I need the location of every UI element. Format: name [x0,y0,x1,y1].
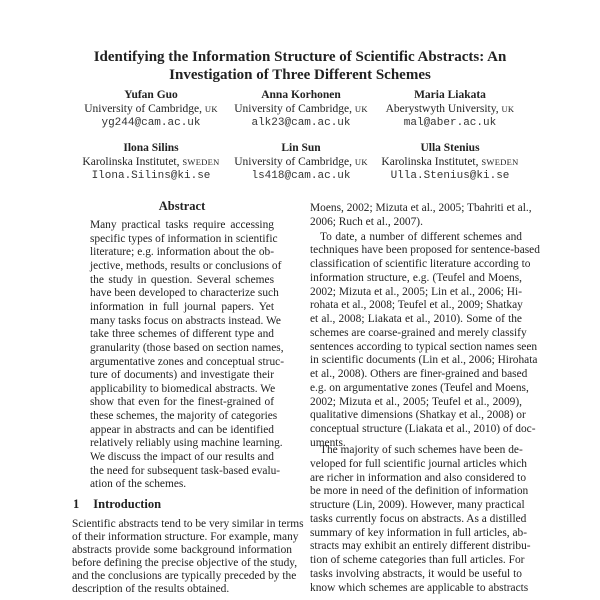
text-line: are richer in information and also considered to [310,471,527,484]
author-email[interactable]: Ilona.Silins@ki.se [91,170,211,182]
text-line: in scientific documents (Lin et al., 2006; Hirohata [310,354,538,367]
text-line: techniques have been proposed for sentence-based [310,244,540,257]
text-line: We discuss the impact of our results and [90,451,274,464]
author-name: Yufan Guo [124,89,178,101]
text-line: these schemes, the majority of categories [90,410,278,423]
text-line: description of the results obtained. [72,583,230,595]
text-line: appear in abstracts and can be identified [90,423,274,436]
author-email[interactable]: Ulla.Stenius@ki.se [390,170,510,182]
paper-title-line-1: Identifying the Information Structure of Scientific Abstracts: An [93,49,507,65]
text-line: structure (Lin, 2009). However, many practical [310,499,525,511]
text-line: specific types of information in scientific [90,232,278,245]
text-line: 2002; Mizuta et al., 2005; Lin et al., 2006; Hi- [310,285,522,298]
author-name: Maria Liakata [414,89,486,101]
author [71,88,231,130]
author-name: Anna Korhonen [261,89,341,101]
author [71,141,231,183]
author [221,141,381,183]
text-line: Scientific abstracts tend to be very similar in terms [72,518,304,530]
abstract-heading: Abstract [158,199,206,213]
text-line: 2002; Mizuta et al., 2005; Teufel et al., 2009), [310,395,522,408]
text-line: schemes are coarse-grained and merely classify [310,326,527,339]
text-line: Moens, 2002; Mizuta et al., 2005; Tbahriti et al., [310,202,532,214]
text-line: information in full journal papers. Yet [90,300,274,313]
text-line: the need for subsequent task-based evalu- [90,464,281,477]
text-line: the study in question. Several schemes [90,273,274,286]
author-name: Ilona Silins [123,142,179,154]
introduction-heading [73,496,161,512]
text-line: qualitative dimensions (Shatkay et al., 2008) or [310,409,526,422]
text-line: be more in need of the definition of information [310,485,529,498]
text-line: relatively reliably using machine learning. [90,437,283,450]
author [370,88,530,130]
author-email[interactable]: mal@aber.ac.uk [403,117,497,129]
section-number: 1 [73,497,80,511]
text-line: and the conclusions are typically preceded by the [72,570,297,582]
paper-title-line-2: Investigation of Three Different Schemes [169,67,431,83]
text-line: ture of documents) and investigate their [90,369,274,382]
text-line: 2006; Ruch et al., 2007). [310,215,423,228]
text-line: of their information structure. For example, many [72,531,299,543]
text-line: e.g. on argumentative zones (Teufel and Moens, [310,381,529,394]
text-line: know which schemes are applicable to abstracts [310,581,529,594]
section-title: Introduction [93,497,162,511]
author-affiliation: Karolinska Institutet, SWEDEN [82,156,220,168]
text-line: summary of key information in full articles, ab- [310,526,527,539]
text-line: many tasks focus on abstracts instead. We [90,314,281,327]
author-email[interactable]: yg244@cam.ac.uk [101,117,201,129]
text-line: abstracts provide some background information [72,544,292,556]
text-line: tasks currently focus on abstracts. As a distilled [310,512,527,525]
text-line: veloped for full scientific journal articles which [310,457,527,470]
text-line: jective, methods, results or conclusions of [90,259,282,272]
text-line: stracts may exhibit an entirely different distribu- [310,540,531,553]
author [370,141,530,183]
author-name: Ulla Stenius [420,142,480,154]
text-line: have been developed to characterize such [90,287,279,300]
text-line: ation of the schemes. [90,478,187,491]
text-line: literature; e.g. information about the ob- [90,246,274,259]
author-email[interactable]: ls418@cam.ac.uk [251,170,351,182]
text-line: information structure, e.g. (Teufel and Moens, [310,271,522,284]
text-line: take three schemes of different type and [90,328,274,341]
text-line: sentences according to typical section names seen [310,340,538,353]
author-affiliation: University of Cambridge, UK [234,156,368,168]
author [221,88,381,130]
author-email[interactable]: alk23@cam.ac.uk [251,117,351,129]
text-line: before defining the precise objective of the study, [72,557,298,569]
text-line: To date, a number of different schemes and [320,230,522,243]
text-line: tion of scheme categories than full articles. For [310,554,525,566]
text-line: uments. [310,436,346,449]
author-name: Lin Sun [281,142,321,154]
text-line: applicability to biomedical abstracts. We [90,382,276,395]
author-affiliation: Karolinska Institutet, SWEDEN [381,156,519,168]
text-line: et al., 2008). Others are finer-grained and based [310,368,528,380]
text-line: tasks involving abstracts, it would be useful to [310,567,522,580]
text-line: argumentative zones and conceptual struc- [90,355,284,368]
author-affiliation: Aberystwyth University, UK [385,103,515,115]
author-affiliation: University of Cambridge, UK [84,103,218,115]
text-line: show that even for the finest-grained of [90,396,274,409]
text-line: granularity (those based on section names, [90,341,284,354]
text-line: Many practical tasks require accessing [90,219,274,231]
text-line: rohata et al., 2008; Teufel et al., 2009; Shatkay [310,299,523,312]
text-line: et al., 2008; Liakata et al., 2010). Some of the [310,313,522,325]
text-line: conceptual structure (Liakata et al., 2010) of doc- [310,423,536,435]
author-affiliation: University of Cambridge, UK [234,103,368,115]
text-line: The majority of such schemes have been de- [320,444,523,456]
text-line: classification of scientific literature according to [310,258,531,270]
